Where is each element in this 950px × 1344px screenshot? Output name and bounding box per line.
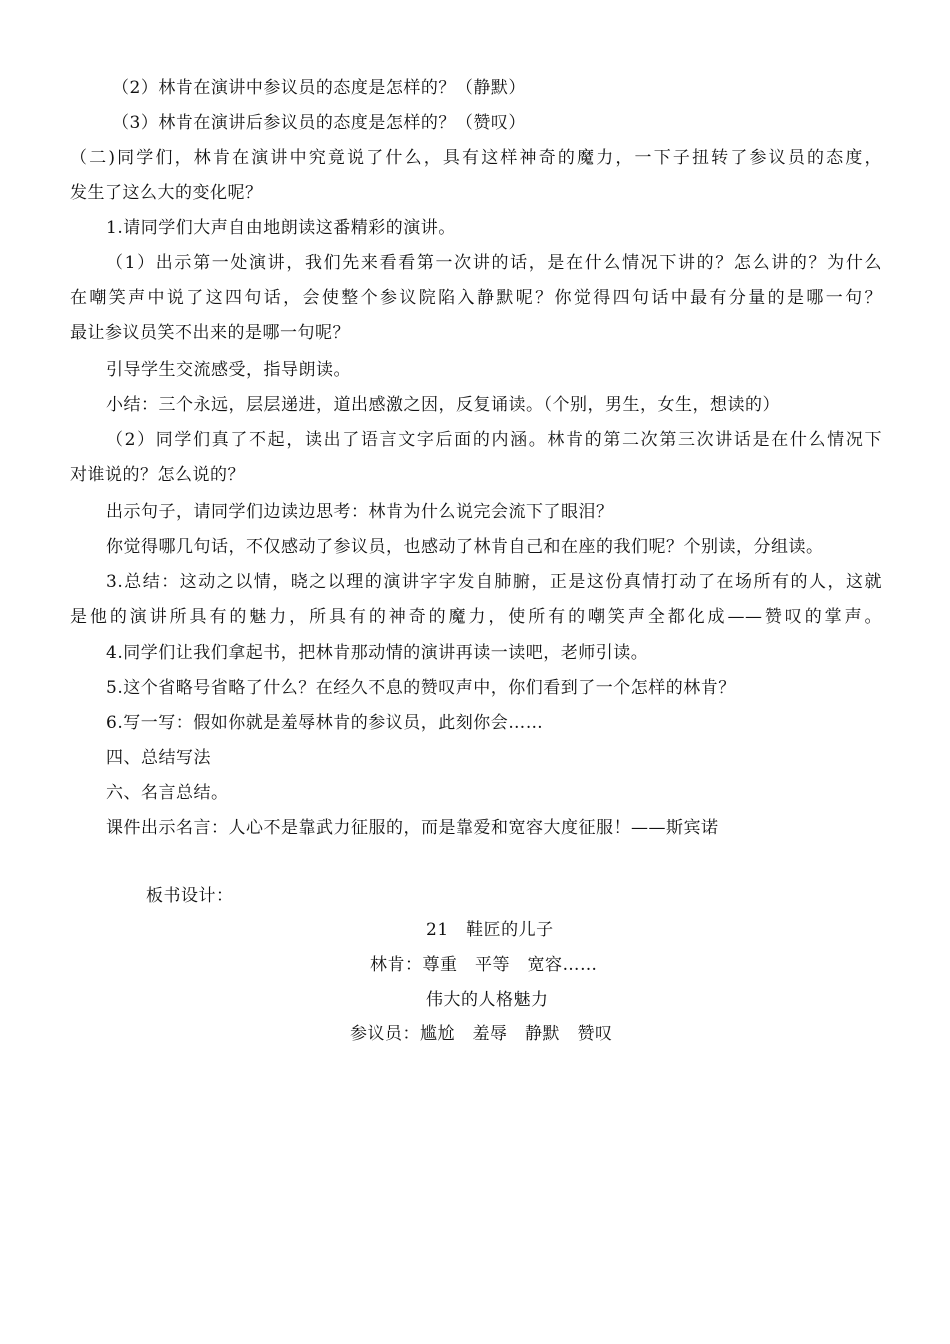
speech-1-line2: 在嘲笑声中说了这四句话，会使整个参议院陷入静默呢？你觉得四句话中最有分量的是哪一句？	[70, 288, 882, 308]
board-design-heading: 板书设计：	[146, 886, 234, 906]
step-4: 4.同学们让我们拿起书，把林肯那动情的演讲再读一读吧，老师引读。	[106, 643, 649, 663]
step-1: 1.请同学们大声自由地朗读这番精彩的演讲。	[106, 218, 456, 238]
step-5: 5.这个省略号省略了什么？在经久不息的赞叹声中，你们看到了一个怎样的林肯？	[106, 678, 736, 698]
section-2-intro-line2: 发生了这么大的变化呢？	[70, 183, 263, 203]
question-3: （3）林肯在演讲后参议员的态度是怎样的？（赞叹）	[112, 113, 526, 133]
step-3-line1: 3.总结：这动之以情，晓之以理的演讲字字发自肺腑，正是这份真情打动了在场所有的人，这就	[106, 572, 882, 592]
board-row-senators: 参议员：尴尬 羞辱 静默 赞叹	[350, 1024, 613, 1044]
section-4-heading: 四、总结写法	[106, 748, 211, 768]
which-sentences: 你觉得哪几句话，不仅感动了参议员，也感动了林肯自己和在座的我们呢？个别读，分组读。	[106, 537, 824, 557]
guide-reading: 引导学生交流感受，指导朗读。	[106, 360, 351, 380]
speech-2-line1: （2）同学们真了不起，读出了语言文字后面的内涵。林肯的第二次第三次讲话是在什么情况下	[106, 430, 882, 450]
speech-1-line3: 最让参议员笑不出来的是哪一句呢？	[70, 323, 350, 343]
speech-1-line1: （1）出示第一处演讲，我们先来看看第一次讲的话，是在什么情况下讲的？怎么讲的？为什么	[106, 253, 882, 273]
step-3-line2: 是他的演讲所具有的魅力，所具有的神奇的魔力，使所有的嘲笑声全都化成——赞叹的掌声。	[70, 607, 882, 627]
section-2-intro-line1: （二)同学们，林肯在演讲中究竟说了什么，具有这样神奇的魔力，一下子扭转了参议员的态度，	[70, 148, 882, 168]
section-6-heading: 六、名言总结。	[106, 783, 229, 803]
board-row-lincoln: 林肯：尊重 平等 宽容……	[370, 955, 598, 975]
board-title: 21 鞋匠的儿子	[426, 920, 554, 940]
board-row-charisma: 伟大的人格魅力	[426, 990, 549, 1010]
quote: 课件出示名言：人心不是靠武力征服的，而是靠爱和宽容大度征服！——斯宾诺	[106, 818, 719, 838]
question-2: （2）林肯在演讲中参议员的态度是怎样的？（静默）	[112, 78, 526, 98]
show-sentence: 出示句子，请同学们边读边思考：林肯为什么说完会流下了眼泪？	[106, 502, 614, 522]
step-6: 6.写一写：假如你就是羞辱林肯的参议员，此刻你会……	[106, 713, 544, 733]
speech-2-line2: 对谁说的？怎么说的？	[70, 465, 245, 485]
summary-1: 小结：三个永远，层层递进，道出感激之因，反复诵读。（个别，男生，女生，想读的）	[106, 395, 780, 415]
